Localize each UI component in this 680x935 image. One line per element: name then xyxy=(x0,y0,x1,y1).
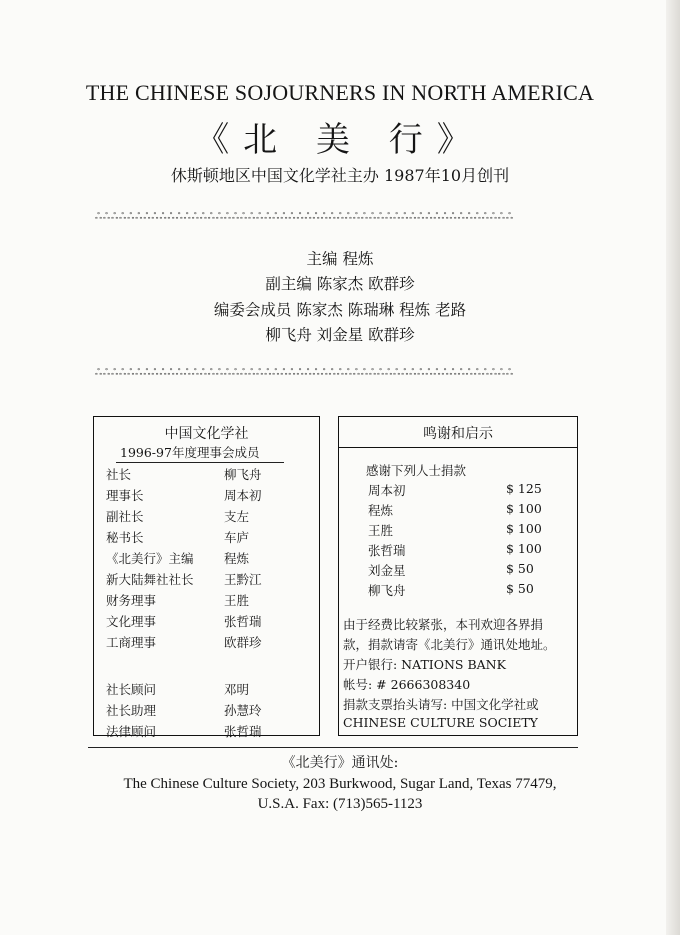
donor-name: 柳飞舟 xyxy=(368,583,406,598)
society-title: 中国文化学社 xyxy=(164,426,249,442)
member-role: 《北美行》主编 xyxy=(106,551,194,566)
member-role: 理事长 xyxy=(106,488,144,503)
member-role: 社长 xyxy=(106,467,132,482)
donor-name: 王胜 xyxy=(368,523,394,538)
donor-name: 刘金星 xyxy=(368,563,406,578)
board-title-underline xyxy=(116,462,284,463)
society-board-box xyxy=(93,416,320,739)
address-divider xyxy=(88,747,578,748)
member-name: 支左 xyxy=(224,509,250,524)
donor-name: 周本初 xyxy=(368,483,406,498)
donation-note-line: 由于经费比较紧张，本刊欢迎各界捐 xyxy=(343,617,544,632)
donor-amount: $ 100 xyxy=(506,541,542,556)
donor-amount: $ 50 xyxy=(506,561,534,576)
member-role: 副社长 xyxy=(106,509,144,524)
bank-name-line: 开户银行: NATIONS BANK xyxy=(343,657,506,672)
member-name: 欧群珍 xyxy=(224,635,262,650)
acknowledgement-title: 鸣谢和启示 xyxy=(423,426,493,442)
chinese-title: 《北 美 行》 xyxy=(195,120,485,160)
address-line-2: U.S.A. Fax: (713)565-1123 xyxy=(257,796,423,812)
advisor-role: 法律顾问 xyxy=(106,724,157,739)
donor-name: 张哲瑞 xyxy=(368,543,406,558)
english-title: THE CHINESE SOJOURNERS IN NORTH AMERICA xyxy=(85,80,595,105)
subtitle: 休斯顿地区中国文化学社主办 1987年10月创刊 xyxy=(170,166,510,185)
acknowledgement-box xyxy=(338,416,578,736)
member-role: 新大陆舞社社长 xyxy=(106,572,194,587)
donor-name: 程炼 xyxy=(368,503,394,518)
address-title: 《北美行》通讯处: xyxy=(281,755,399,771)
donor-amount: $ 100 xyxy=(506,501,542,516)
member-name: 程炼 xyxy=(224,551,250,566)
board-year-title: 1996-97年度理事会成员 xyxy=(120,445,260,460)
payee-line: 捐款支票抬头请写: 中国文化学社或 xyxy=(343,697,539,712)
advisor-role: 社长顾问 xyxy=(106,682,157,697)
member-name: 张哲瑞 xyxy=(224,614,262,629)
editorial-board: 编委会成员 陈家杰 陈瑞琳 程炼 老路 xyxy=(213,301,467,319)
donor-amount: $ 50 xyxy=(506,581,534,596)
donor-amount: $ 125 xyxy=(506,481,542,496)
member-role: 文化理事 xyxy=(106,614,157,629)
thanks-line: 感谢下列人士捐款 xyxy=(366,463,467,478)
member-name: 王黔江 xyxy=(224,572,262,587)
address-line-1: The Chinese Culture Society, 203 Burkwood, Sugar Land, Texas 77479, xyxy=(123,776,557,792)
member-name: 周本初 xyxy=(224,488,262,503)
account-number-line: 帐号: # 2666308340 xyxy=(343,677,471,692)
member-name: 车庐 xyxy=(224,530,250,545)
member-role: 财务理事 xyxy=(106,593,157,608)
acknowledgement-title-rule xyxy=(339,447,577,448)
member-name: 柳飞舟 xyxy=(224,467,262,482)
advisor-name: 孙慧玲 xyxy=(224,703,262,718)
payee-english-line: CHINESE CULTURE SOCIETY xyxy=(343,715,538,730)
member-role: 秘书长 xyxy=(106,530,144,545)
editor-in-chief: 主编 程炼 xyxy=(306,250,374,268)
ornament-divider-bottom: ஃஃஃஃஃஃஃஃஃஃஃஃஃஃஃஃஃஃஃஃஃஃஃஃஃஃஃஃஃஃஃஃஃஃஃஃஃஃஃஃஃஃஃஃஃஃஃஃஃஃஃஃ xyxy=(95,368,514,378)
donor-amount: $ 100 xyxy=(506,521,542,536)
deputy-editors: 副主编 陈家杰 欧群珍 xyxy=(265,275,415,293)
advisor-name: 张哲瑞 xyxy=(224,724,262,739)
advisor-role: 社长助理 xyxy=(106,703,157,718)
donation-note-line: 款，捐款请寄《北美行》通讯处地址。 xyxy=(343,637,556,652)
member-role: 工商理事 xyxy=(106,635,157,650)
member-name: 王胜 xyxy=(224,593,250,608)
advisor-name: 邓明 xyxy=(224,682,250,697)
editorial-board-continued: 柳飞舟 刘金星 欧群珍 xyxy=(265,326,415,344)
ornament-divider-top: ஃஃஃஃஃஃஃஃஃஃஃஃஃஃஃஃஃஃஃஃஃஃஃஃஃஃஃஃஃஃஃஃஃஃஃஃஃஃஃஃஃஃஃஃஃஃஃஃஃஃஃஃ xyxy=(95,212,514,222)
